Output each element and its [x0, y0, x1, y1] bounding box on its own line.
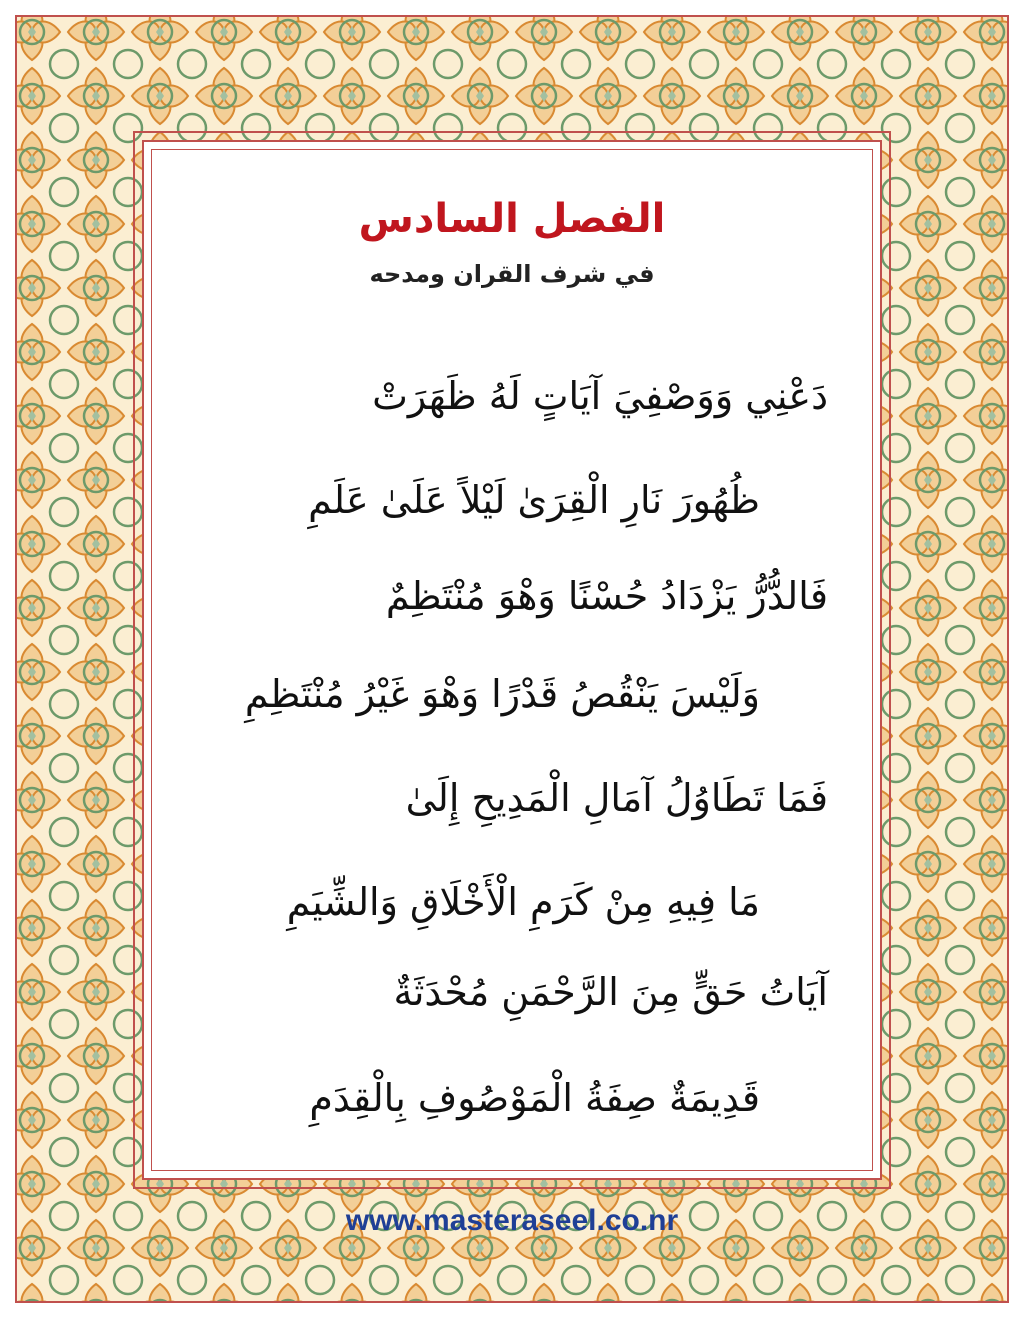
chapter-subtitle: في شرف القران ومدحه: [369, 260, 655, 288]
verse-line: دَعْنِي وَوَصْفِيَ آيَاتٍ لَهُ ظَهَرَتْ: [372, 374, 828, 418]
verse-line: آيَاتُ حَقٍّ مِنَ الرَّحْمَنِ مُحْدَثَةٌ: [393, 970, 828, 1014]
verse-line: وَلَيْسَ يَنْقُصُ قَدْرًا وَهْوَ غَيْرُ مُنْتَظِمِ: [244, 672, 760, 716]
verse-line: مَا فِيهِ مِنْ كَرَمِ الْأَخْلَاقِ وَالشِّيَمِ: [286, 880, 760, 924]
chapter-title: الفصل السادس: [358, 196, 666, 242]
verse-line: فَالدُّرُّ يَزْدَادُ حُسْنًا وَهْوَ مُنْتَظِمٌ: [385, 574, 828, 618]
verse-line: فَمَا تَطَاوُلُ آمَالِ الْمَدِيحِ إِلَىٰ: [405, 776, 828, 820]
website-url[interactable]: www.masteraseel.co.nr: [345, 1204, 679, 1237]
chapter-header: [160, 160, 864, 332]
verse-line: قَدِيمَةٌ صِفَةُ الْمَوْصُوفِ بِالْقِدَمِ: [309, 1076, 760, 1120]
verse-line: ظُهُورَ نَارِ الْقِرَىٰ لَيْلاً عَلَىٰ عَلَمِ: [308, 478, 760, 522]
